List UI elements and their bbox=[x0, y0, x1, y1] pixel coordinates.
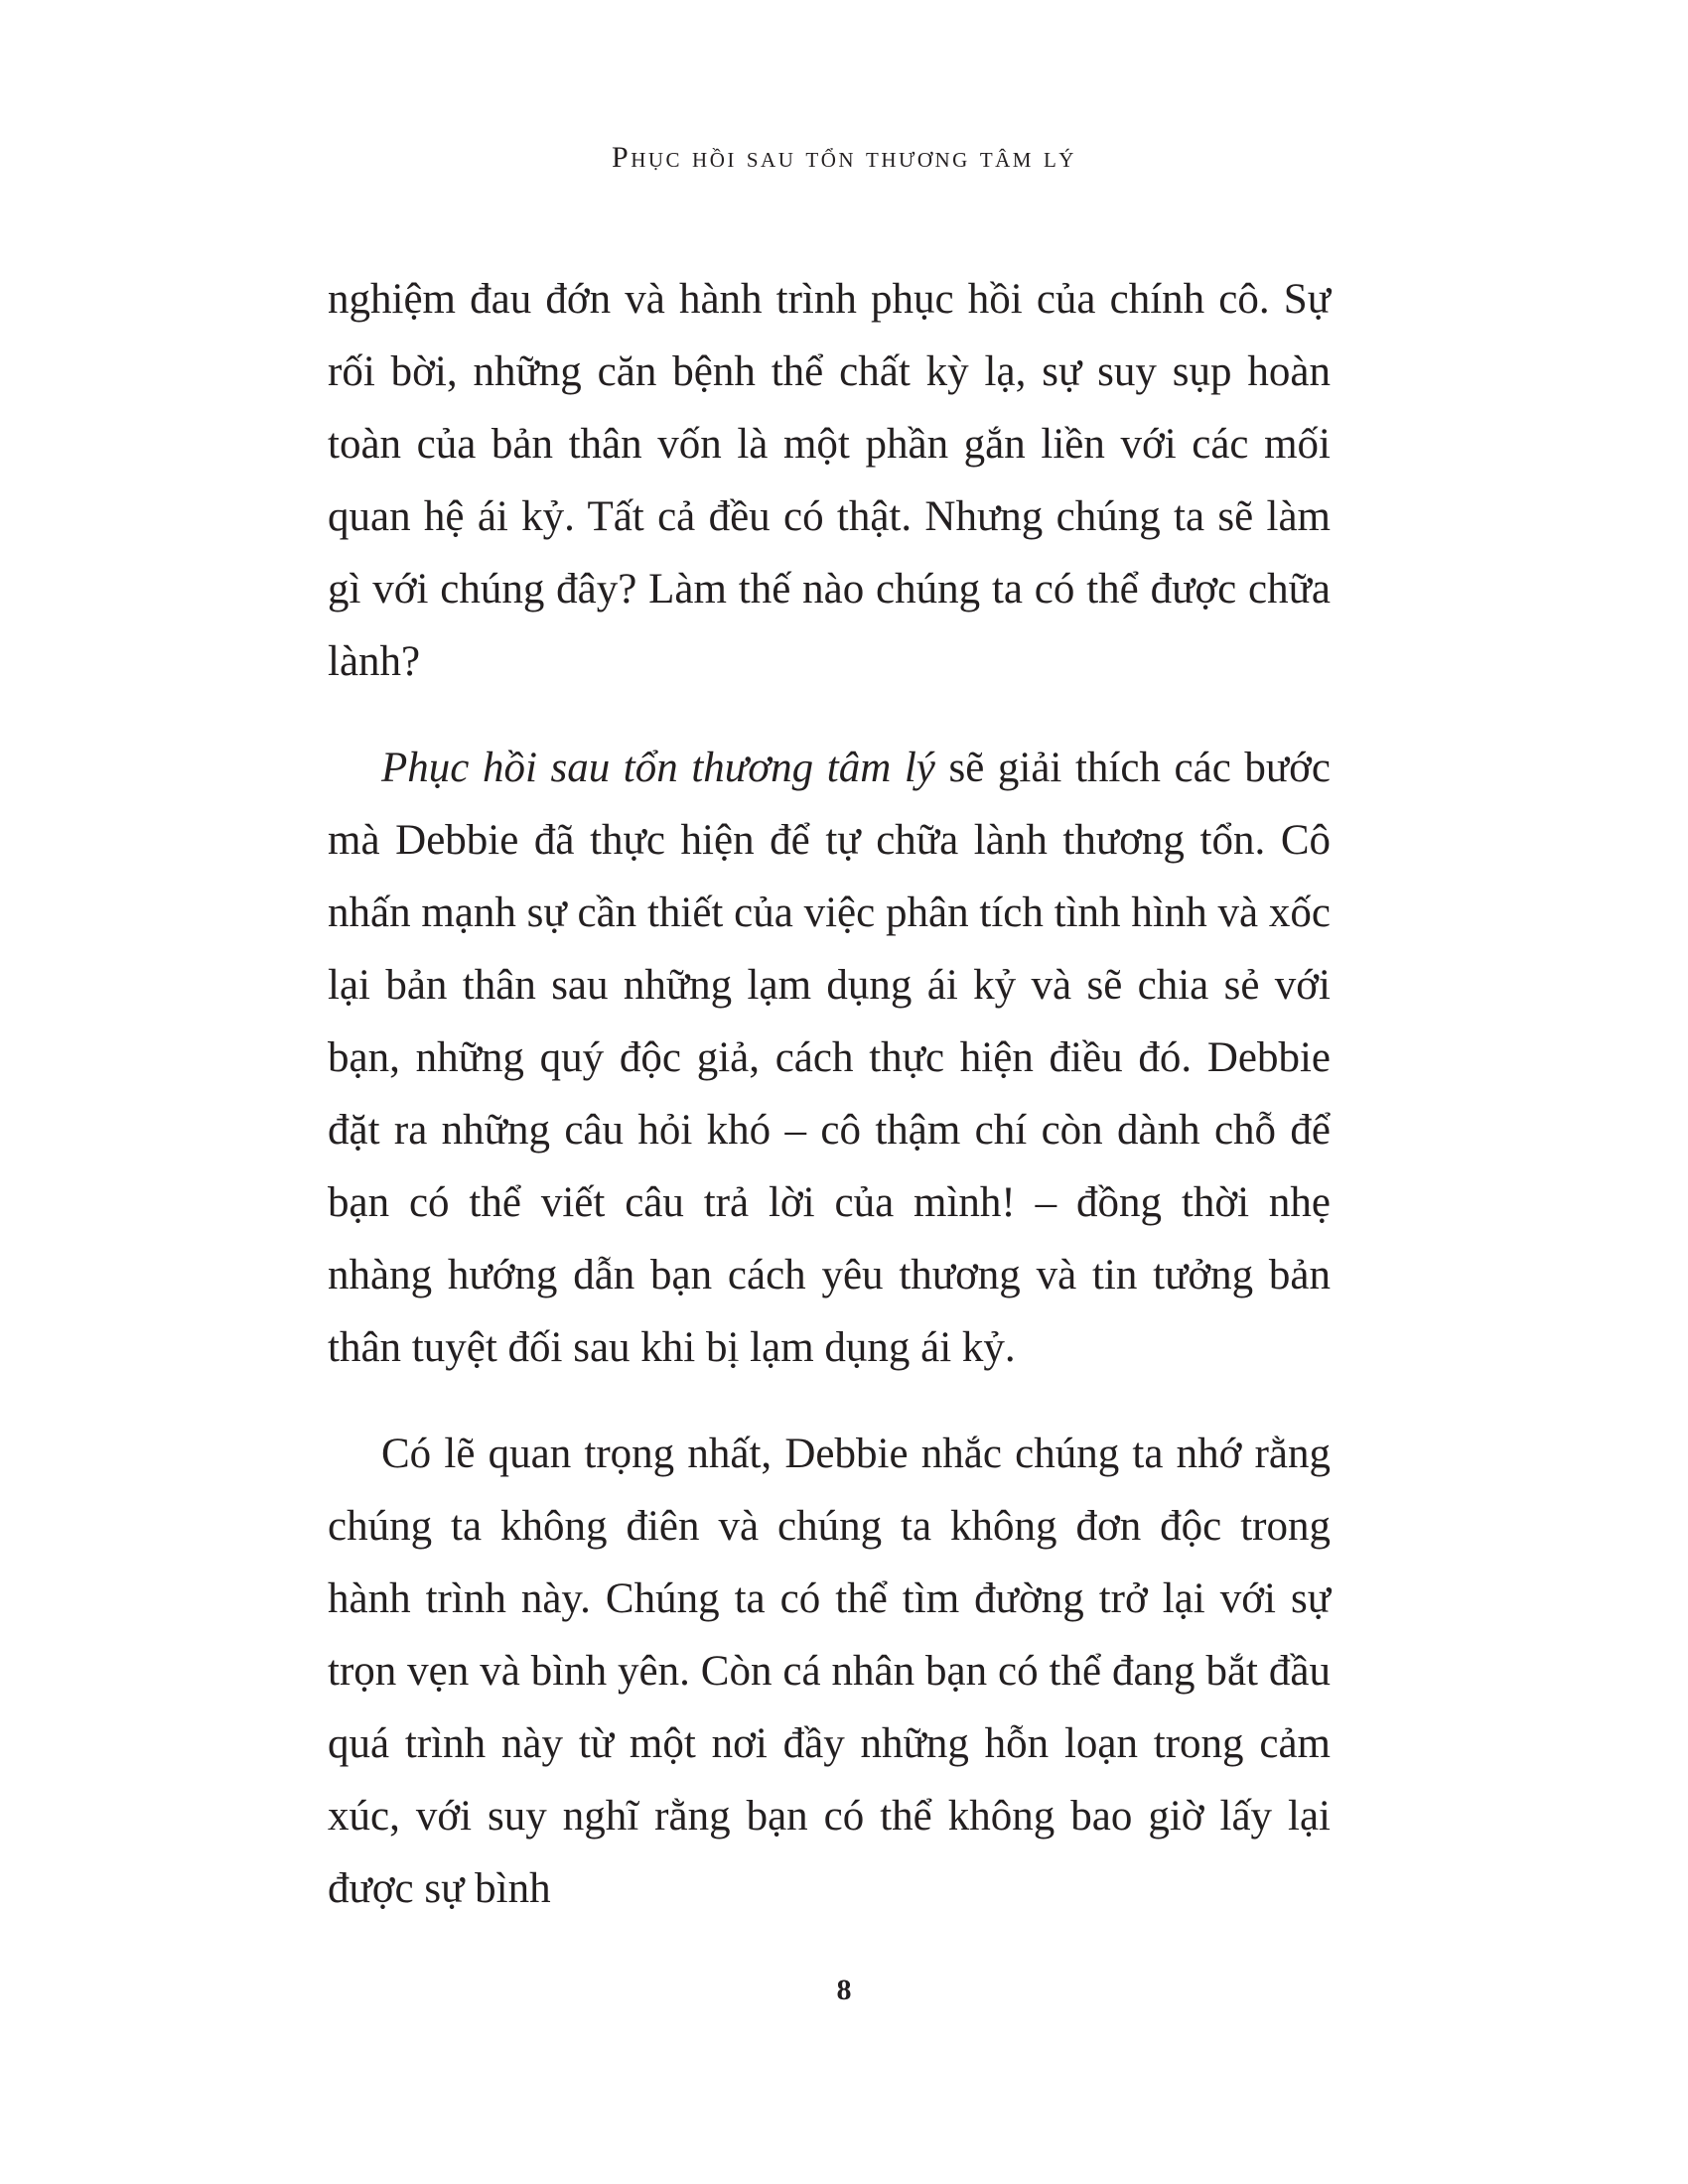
page-number: 8 bbox=[836, 1974, 852, 2006]
running-header: Phục hồi sau tổn thương tâm lý bbox=[612, 141, 1076, 174]
paragraph-continued: nghiệm đau đớn và hành trình phục hồi của chính cô. Sự rối bời, những căn bệnh thể chất kỳ lạ, sự suy sụp hoàn toàn của bản thân vốn là một phần gắn liền với các mối quan hệ ái kỷ. Tất cả đều có thật. Nhưng chúng ta sẽ làm gì với chúng đây? Làm thế nào chúng ta có thể được chữa lành? bbox=[328, 276, 1331, 685]
book-title-reference: Phục hồi sau tổn thương tâm lý bbox=[381, 745, 935, 791]
paragraph-text: sẽ giải thích các bước mà Debbie đã thực hiện để tự chữa lành thương tổn. Cô nhấn mạnh sự cần thiết của việc phân tích tình hình và xốc lại bản thân sau những lạm dụng ái kỷ và sẽ chia sẻ với bạn, những quý độc giả, cách thực hiện điều đó. Debbie đặt ra những câu hỏi khó – cô thậm chí còn dành chỗ để bạn có thể viết câu trả lời của mình! – đồng thời nhẹ nhàng hướng dẫn bạn cách yêu thương và tin tưởng bản thân tuyệt đối sau khi bị lạm dụng ái kỷ. bbox=[328, 745, 1331, 1371]
paragraph-book-intro bbox=[328, 732, 1331, 1384]
paragraph-closing: Có lẽ quan trọng nhất, Debbie nhắc chúng ta nhớ rằng chúng ta không điên và chúng ta không đơn độc trong hành trình này. Chúng ta có thể tìm đường trở lại với sự trọn vẹn và bình yên. Còn cá nhân bạn có thể đang bắt đầu quá trình này từ một nơi đầy những hỗn loạn trong cảm xúc, với suy nghĩ rằng bạn có thể không bao giờ lấy lại được sự bình bbox=[328, 1431, 1331, 1912]
body-text bbox=[328, 263, 1331, 1959]
